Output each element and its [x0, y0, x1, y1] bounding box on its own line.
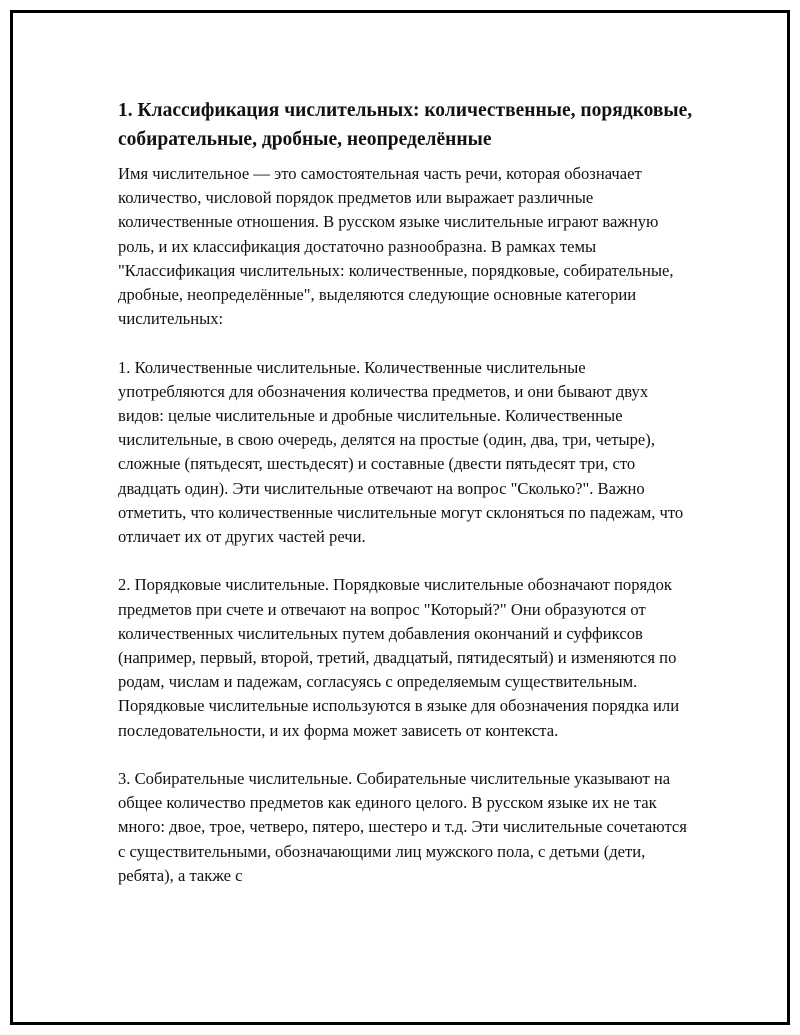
- page-frame: [10, 10, 790, 1025]
- document-body: [118, 96, 693, 912]
- cardinal-numerals-paragraph: 1. Количественные числительные. Количественные числительные употребляются для обозначения количества предметов, и они бывают двух видов: целые числительные и дробные числительные. Количественные числительные, в свою очередь, делятся на простые (один, два, три, четыре), сложные (пятьдесят, шестьдесят) и составные (двести пятьдесят три, сто двадцать один). Эти числительные отвечают на вопрос "Сколько?". Важно отметить, что количественные числительные могут склоняться по падежам, что отличает их от других частей речи.: [118, 357, 684, 547]
- collective-numerals-paragraph: 3. Собирательные числительные. Собирательные числительные указывают на общее количество предметов как единого целого. В русском языке их не так много: двое, трое, четверо, пятеро, шестеро и т.д. Эти числительные сочетаются с существительными, обозначающими лиц мужского пола, с детьми (дети, ребята), а также с: [118, 769, 687, 885]
- intro-paragraph: Имя числительное — это самостоятельная часть речи, которая обозначает количество, числовой порядок предметов или выражает различные количественные отношения. В русском языке числительные играют важную роль, и их классификация достаточно разнообразна. В рамках темы "Классификация числительных: количественные, порядковые, собирательные, дробные, неопределённые", выделяются следующие основные категории числительных:: [118, 164, 674, 329]
- section-title: 1. Классификация числительных: количественные, порядковые, собирательные, дробные, неопределённые: [118, 100, 693, 150]
- ordinal-numerals-paragraph: 2. Порядковые числительные. Порядковые числительные обозначают порядок предметов при счете и отвечают на вопрос "Который?" Они образуются от количественных числительных путем добавления окончаний и суффиксов (например, первый, второй, третий, двадцатый, пятидесятый) и изменяются по родам, числам и падежам, согласуясь с определяемым существительным. Порядковые числительные используются в языке для обозначения порядка или последовательности, и их форма может зависеть от контекста.: [118, 575, 680, 740]
